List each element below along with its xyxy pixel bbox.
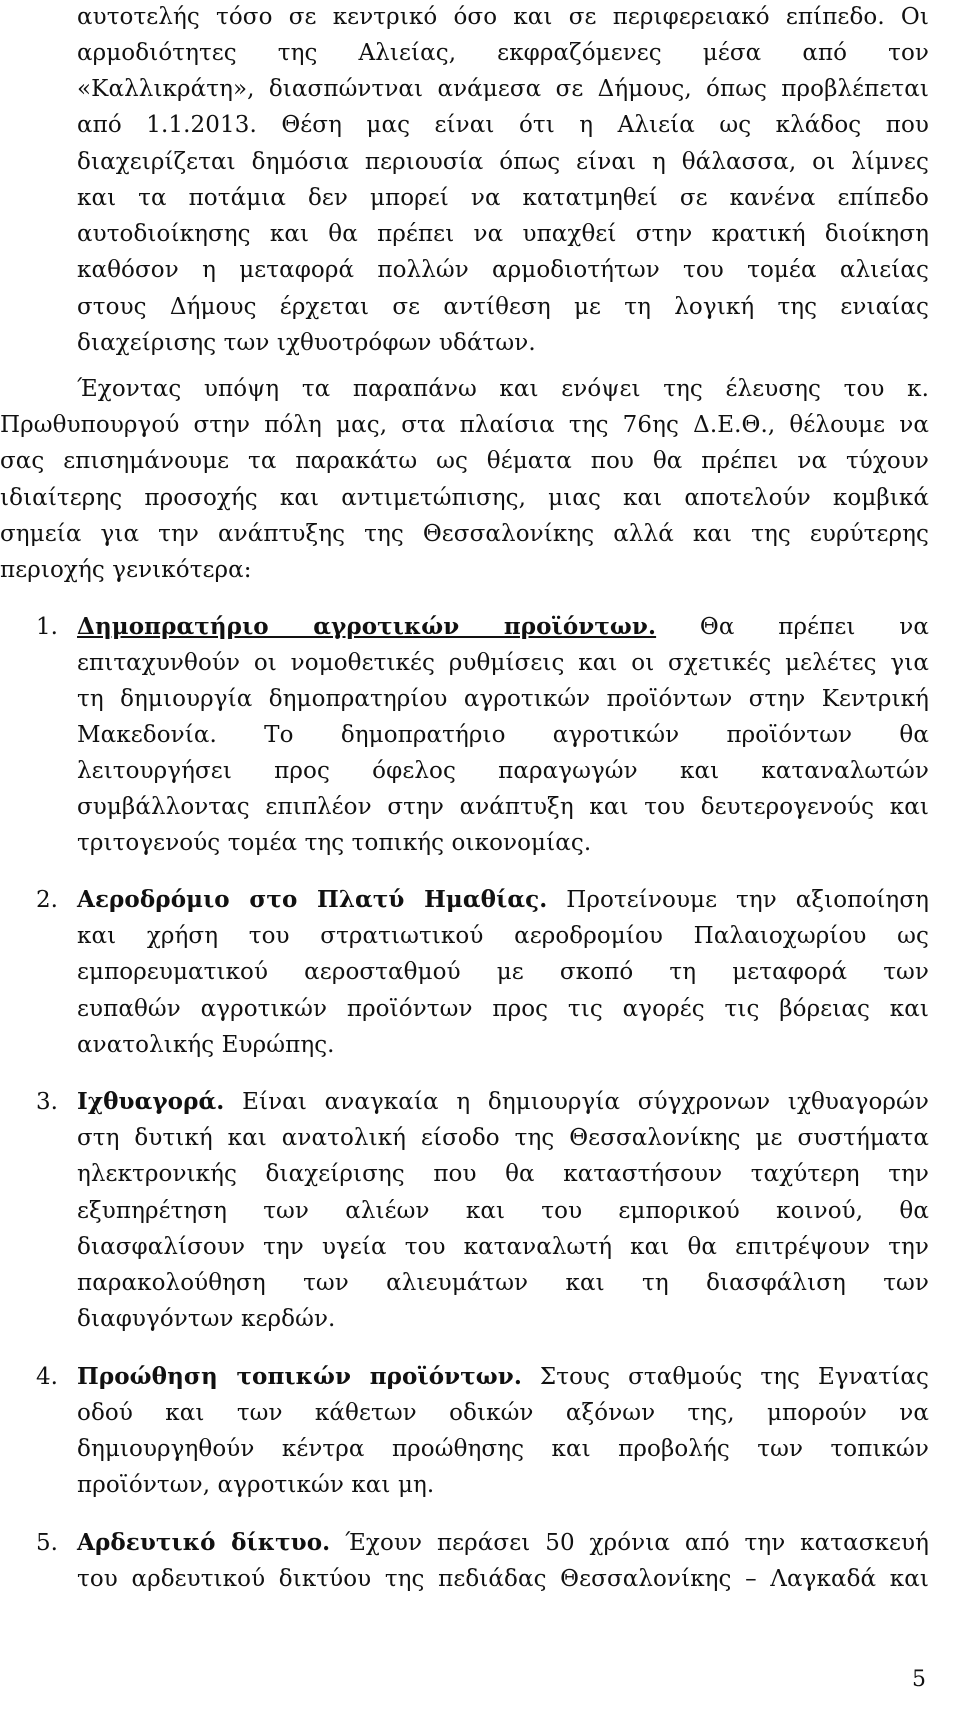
list-item-text: Στους σταθμούς της Εγνατίας bbox=[521, 1364, 929, 1390]
list-item-text: Είναι αναγκαία η δημιουργία σύγχρονων ιχθυαγορών bbox=[224, 1089, 929, 1115]
text-line: οδού και των κάθετων οδικών αξόνων της, μπορούν να bbox=[77, 1400, 929, 1426]
list-item-title: Αεροδρόμιο στο Πλατύ Ημαθίας. bbox=[77, 886, 548, 913]
text-line: σημεία για την ανάπτυξης της Θεσσαλονίκης αλλά και της ευρύτερης bbox=[0, 521, 929, 547]
text-line: και χρήση του στρατιωτικού αεροδρομίου Παλαιοχωρίου ως bbox=[77, 923, 929, 949]
text-line: εξυπηρέτηση των αλιέων και του εμπορικού κοινού, θα bbox=[77, 1198, 929, 1224]
text-line: καθόσον η μεταφορά πολλών αρμοδιοτήτων του τομέα αλιείας bbox=[77, 257, 929, 283]
text-line: ανατολικής Ευρώπης. bbox=[77, 1032, 335, 1058]
text-line: ιδιαίτερης προσοχής και αντιμετώπισης, μιας και αποτελούν κομβικά bbox=[0, 485, 929, 511]
list-number: 5. bbox=[36, 1530, 58, 1556]
text-line: διαχείρισης των ιχθυοτρόφων υδάτων. bbox=[77, 330, 536, 356]
text-line: ηλεκτρονικής διαχείρισης που θα καταστήσουν ταχύτερη την bbox=[77, 1161, 929, 1187]
text-line: τη δημιουργία δημοπρατηρίου αγροτικών προϊόντων στην Κεντρική bbox=[77, 686, 929, 712]
text-line: προϊόντων, αγροτικών και μη. bbox=[77, 1472, 435, 1498]
list-item-title: Προώθηση τοπικών προϊόντων. bbox=[77, 1363, 522, 1390]
list-item-title: Δημοπρατήριο αγροτικών προϊόντων. bbox=[77, 613, 657, 640]
list-number: 2. bbox=[36, 887, 58, 913]
text-line: «Καλλικράτη», διασπώντναι ανάμεσα σε Δήμους, όπως προβλέπεται bbox=[77, 76, 929, 102]
text-line: αυτοδιοίκησης και θα πρέπει να υπαχθεί στην κρατική διοίκηση bbox=[77, 221, 929, 247]
text-line: Μακεδονία. Το δημοπρατήριο αγροτικών προϊόντων θα bbox=[77, 722, 929, 748]
list-item-text: Προτείνουμε την αξιοποίηση bbox=[547, 887, 929, 913]
text-line: Πρωθυπουργού στην πόλη μας, στα πλαίσια της 76ης Δ.Ε.Θ., θέλουμε να bbox=[0, 412, 929, 438]
text-line: λειτουργήσει προς όφελος παραγωγών και καταναλωτών bbox=[77, 758, 929, 784]
text-line: σας επισημάνουμε τα παρακάτω ως θέματα που θα πρέπει να τύχουν bbox=[0, 448, 929, 474]
list-item-first-line bbox=[77, 1528, 929, 1558]
text-line: στη δυτική και ανατολική είσοδο της Θεσσαλονίκης με συστήματα bbox=[77, 1125, 929, 1151]
list-number: 1. bbox=[36, 614, 58, 640]
text-line: επιταχυνθούν οι νομοθετικές ρυθμίσεις και οι σχετικές μελέτες για bbox=[77, 650, 929, 676]
list-item-first-line bbox=[77, 885, 929, 915]
list-item-text: Θα πρέπει να bbox=[656, 614, 929, 640]
text-line: αρμοδιότητες της Αλιείας, εκφραζόμενες μέσα από τον bbox=[77, 40, 929, 66]
text-line: ευπαθών αγροτικών προϊόντων προς τις αγορές τις βόρειας και bbox=[77, 996, 929, 1022]
page-number: 5 bbox=[912, 1667, 926, 1692]
text-line: εμπορευματικού αεροσταθμού με σκοπό τη μεταφορά των bbox=[77, 959, 929, 985]
list-item-title: Ιχθυαγορά. bbox=[77, 1088, 225, 1115]
list-item-first-line bbox=[77, 1087, 929, 1117]
list-item-title: Αρδευτικό δίκτυο. bbox=[77, 1529, 331, 1556]
text-line: διασφαλίσουν την υγεία του καταναλωτή και θα επιτρέψουν την bbox=[77, 1234, 929, 1260]
text-line: του αρδευτικού δικτύου της πεδιάδας Θεσσαλονίκης – Λαγκαδά και bbox=[77, 1566, 929, 1592]
text-line: και τα ποτάμια δεν μπορεί να κατατμηθεί σε κανένα επίπεδο bbox=[77, 185, 929, 211]
text-line: από 1.1.2013. Θέση μας είναι ότι η Αλιεία ως κλάδος που bbox=[77, 112, 929, 138]
text-line: στους Δήμους έρχεται σε αντίθεση με τη λογική της ενιαίας bbox=[77, 294, 929, 320]
list-item-first-line bbox=[77, 1362, 929, 1392]
text-line: περιοχής γενικότερα: bbox=[0, 557, 252, 583]
text-line: παρακολούθηση των αλιευμάτων και τη διασφάλιση των bbox=[77, 1270, 929, 1296]
list-item-text: Έχουν περάσει 50 χρόνια από την κατασκευή bbox=[330, 1530, 929, 1556]
text-line: Έχοντας υπόψη τα παραπάνω και ενόψει της έλευσης του κ. bbox=[77, 376, 929, 402]
text-line: διαφυγόντων κερδών. bbox=[77, 1306, 336, 1332]
text-line: αυτοτελής τόσο σε κεντρικό όσο και σε περιφερειακό επίπεδο. Οι bbox=[77, 4, 929, 30]
text-line: συμβάλλοντας επιπλέον στην ανάπτυξη και του δευτερογενούς και bbox=[77, 794, 929, 820]
list-number: 3. bbox=[36, 1089, 58, 1115]
text-line: διαχειρίζεται δημόσια περιουσία όπως είναι η θάλασσα, οι λίμνες bbox=[77, 149, 929, 175]
list-number: 4. bbox=[36, 1364, 58, 1390]
text-line: δημιουργηθούν κέντρα προώθησης και προβολής των τοπικών bbox=[77, 1436, 929, 1462]
text-line: τριτογενούς τομέα της τοπικής οικονομίας. bbox=[77, 830, 592, 856]
list-item-first-line bbox=[77, 612, 929, 642]
